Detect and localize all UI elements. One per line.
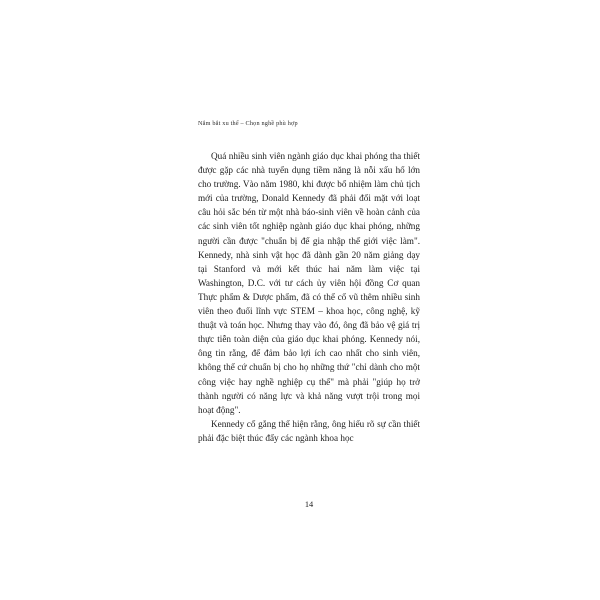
- body-paragraph: Quá nhiều sinh viên ngành giáo dục khai phóng tha thiết được gặp các nhà tuyển dụng tiềm năng là nỗi xấu hổ lớn cho trường. Vào năm 1980, khi được bổ nhiệm làm chủ tịch mới của trường, Donald Kennedy đã phải đối mặt với loạt câu hỏi sắc bén từ một nhà báo-sinh viên về hoàn cảnh của các sinh viên tốt nghiệp ngành giáo dục khai phóng, những người cần được "chuẩn bị để gia nhập thế giới việc làm". Kennedy, nhà sinh vật học đã dành gần 20 năm giảng dạy tại Stanford và mới kết thúc hai năm làm việc tại Washington, D.C. với tư cách ủy viên hội đồng Cơ quan Thực phẩm & Dược phẩm, đã có thể cổ vũ thêm nhiều sinh viên theo đuổi lĩnh vực STEM – khoa học, công nghệ, kỹ thuật và toán học. Nhưng thay vào đó, ông đã bảo vệ giá trị thực tiễn toàn diện của giáo dục khai phóng. Kennedy nói, ông tin rằng, để đảm bảo lợi ích cao nhất cho sinh viên, không thể cứ chuẩn bị cho họ những thứ "chỉ dành cho một công việc hay nghề nghiệp cụ thể" mà phải "giúp họ trở thành người có năng lực và khả năng vượt trội trong mọi hoạt động".: [198, 151, 420, 415]
- page-number: 14: [304, 500, 314, 509]
- page-text-column: [198, 120, 420, 445]
- document-page-sheet: [8, 8, 592, 592]
- running-head: Nắm bắt xu thế – Chọn nghề phù hợp: [198, 120, 298, 127]
- body-paragraph: Kennedy cố gắng thể hiện rằng, ông hiểu rõ sự cần thiết phải đặc biệt thúc đẩy các ngành khoa học: [198, 418, 420, 443]
